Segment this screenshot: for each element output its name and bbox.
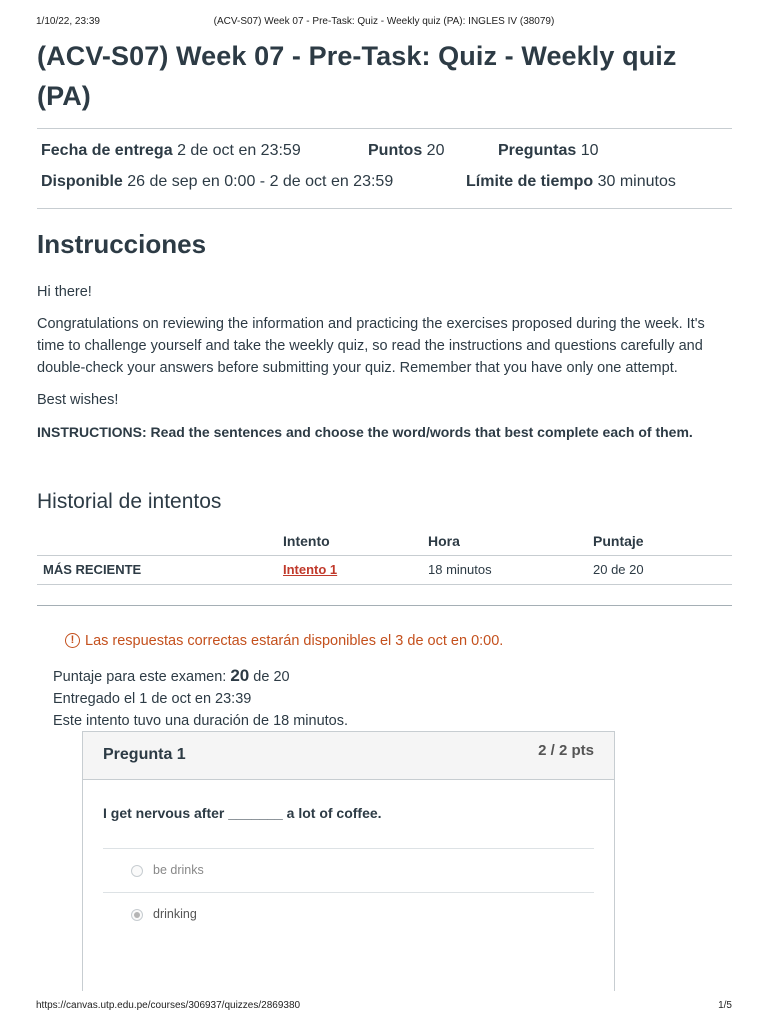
instructions-title: Instrucciones bbox=[37, 229, 207, 259]
availability-value: 26 de sep en 0:00 - 2 de oct en 23:59 bbox=[127, 173, 394, 190]
submitted-line: Entregado el 1 de oct en 23:39 bbox=[53, 690, 252, 707]
wishes-text: Best wishes! bbox=[37, 392, 119, 408]
questions-value: 10 bbox=[580, 142, 599, 159]
score-prefix: Puntaje para este examen: bbox=[53, 668, 231, 685]
bold-instructions: INSTRUCTIONS: Read the sentences and choose the word/words that best complete each of them. bbox=[37, 424, 693, 440]
due-date-value: 2 de oct en 23:59 bbox=[177, 142, 301, 159]
questions-count bbox=[498, 142, 599, 160]
print-document-title: (ACV-S07) Week 07 - Pre-Task: Quiz - Weekly quiz (PA): INGLES IV (38079) bbox=[213, 16, 555, 27]
answer-label: be drinks bbox=[153, 863, 204, 877]
attempt-link[interactable]: Intento 1 bbox=[283, 562, 338, 577]
quiz-title: (ACV-S07) Week 07 - Pre-Task: Quiz - Weekly quiz (PA) bbox=[37, 41, 677, 111]
answer-option[interactable] bbox=[103, 892, 594, 936]
time-limit-value: 30 minutos bbox=[597, 173, 676, 190]
points bbox=[368, 142, 444, 160]
due-date-label: Fecha de entrega bbox=[41, 142, 173, 159]
table-header-row bbox=[37, 527, 732, 555]
points-value: 20 bbox=[426, 142, 445, 159]
column-header-blank bbox=[37, 527, 277, 555]
attempt-summary bbox=[53, 665, 732, 732]
score-line bbox=[53, 665, 732, 688]
points-label: Puntos bbox=[368, 142, 423, 159]
details-row-1 bbox=[41, 137, 728, 168]
duration-line: Este intento tuvo una duración de 18 minutos. bbox=[53, 712, 349, 729]
radio-button[interactable] bbox=[131, 865, 143, 877]
question-card bbox=[82, 731, 615, 991]
question-text: I get nervous after _______ a lot of coffee. bbox=[103, 805, 382, 821]
column-header-score: Puntaje bbox=[587, 527, 732, 555]
answer-option[interactable] bbox=[103, 848, 594, 892]
question-points: 2 / 2 pts bbox=[538, 742, 594, 759]
print-header bbox=[36, 16, 732, 30]
page-number: 1/5 bbox=[718, 1000, 732, 1011]
greeting-text: Hi there! bbox=[37, 284, 92, 300]
score-cell: 20 de 20 bbox=[587, 555, 732, 584]
attempt-cell bbox=[277, 555, 422, 584]
details-row-2 bbox=[41, 168, 728, 199]
time-limit-label: Límite de tiempo bbox=[466, 173, 594, 190]
question-title: Pregunta 1 bbox=[103, 746, 186, 763]
time-limit bbox=[466, 173, 676, 191]
radio-button-selected[interactable] bbox=[131, 909, 143, 921]
score-suffix: de 20 bbox=[249, 668, 290, 685]
score-value: 20 bbox=[230, 665, 250, 685]
questions-label: Preguntas bbox=[498, 142, 577, 159]
section-divider bbox=[37, 605, 732, 606]
correct-answers-notice bbox=[65, 633, 732, 649]
print-date: 1/10/22, 23:39 bbox=[36, 16, 100, 27]
column-header-time: Hora bbox=[422, 527, 587, 555]
print-footer bbox=[36, 1000, 732, 1014]
print-url: https://canvas.utp.edu.pe/courses/306937/quizzes/2869380 bbox=[36, 1000, 301, 1011]
availability bbox=[41, 173, 393, 191]
column-header-attempt: Intento bbox=[277, 527, 422, 555]
table-row bbox=[37, 555, 732, 584]
row-label: MÁS RECIENTE bbox=[37, 555, 277, 584]
intro-paragraph: Congratulations on reviewing the information and practicing the exercises proposed during the week. It's time to challenge yourself and take the weekly quiz, so read the instructions and questions carefully and double-check your answers before submitting your quiz. Remember that you have only one attempt. bbox=[37, 316, 705, 376]
time-cell: 18 minutos bbox=[422, 555, 587, 584]
attempt-history-table bbox=[37, 527, 732, 585]
availability-label: Disponible bbox=[41, 173, 123, 190]
answer-label: drinking bbox=[153, 907, 197, 921]
warning-circle-icon: ! bbox=[65, 633, 80, 648]
quiz-details bbox=[37, 128, 732, 209]
answer-list bbox=[103, 848, 594, 936]
instructions-body bbox=[37, 281, 732, 443]
attempt-history-title: Historial de intentos bbox=[37, 490, 222, 513]
notice-text: Las respuestas correctas estarán disponibles el 3 de oct en 0:00. bbox=[85, 632, 504, 649]
main-content bbox=[37, 36, 732, 732]
question-header bbox=[83, 732, 614, 780]
due-date bbox=[41, 142, 301, 160]
